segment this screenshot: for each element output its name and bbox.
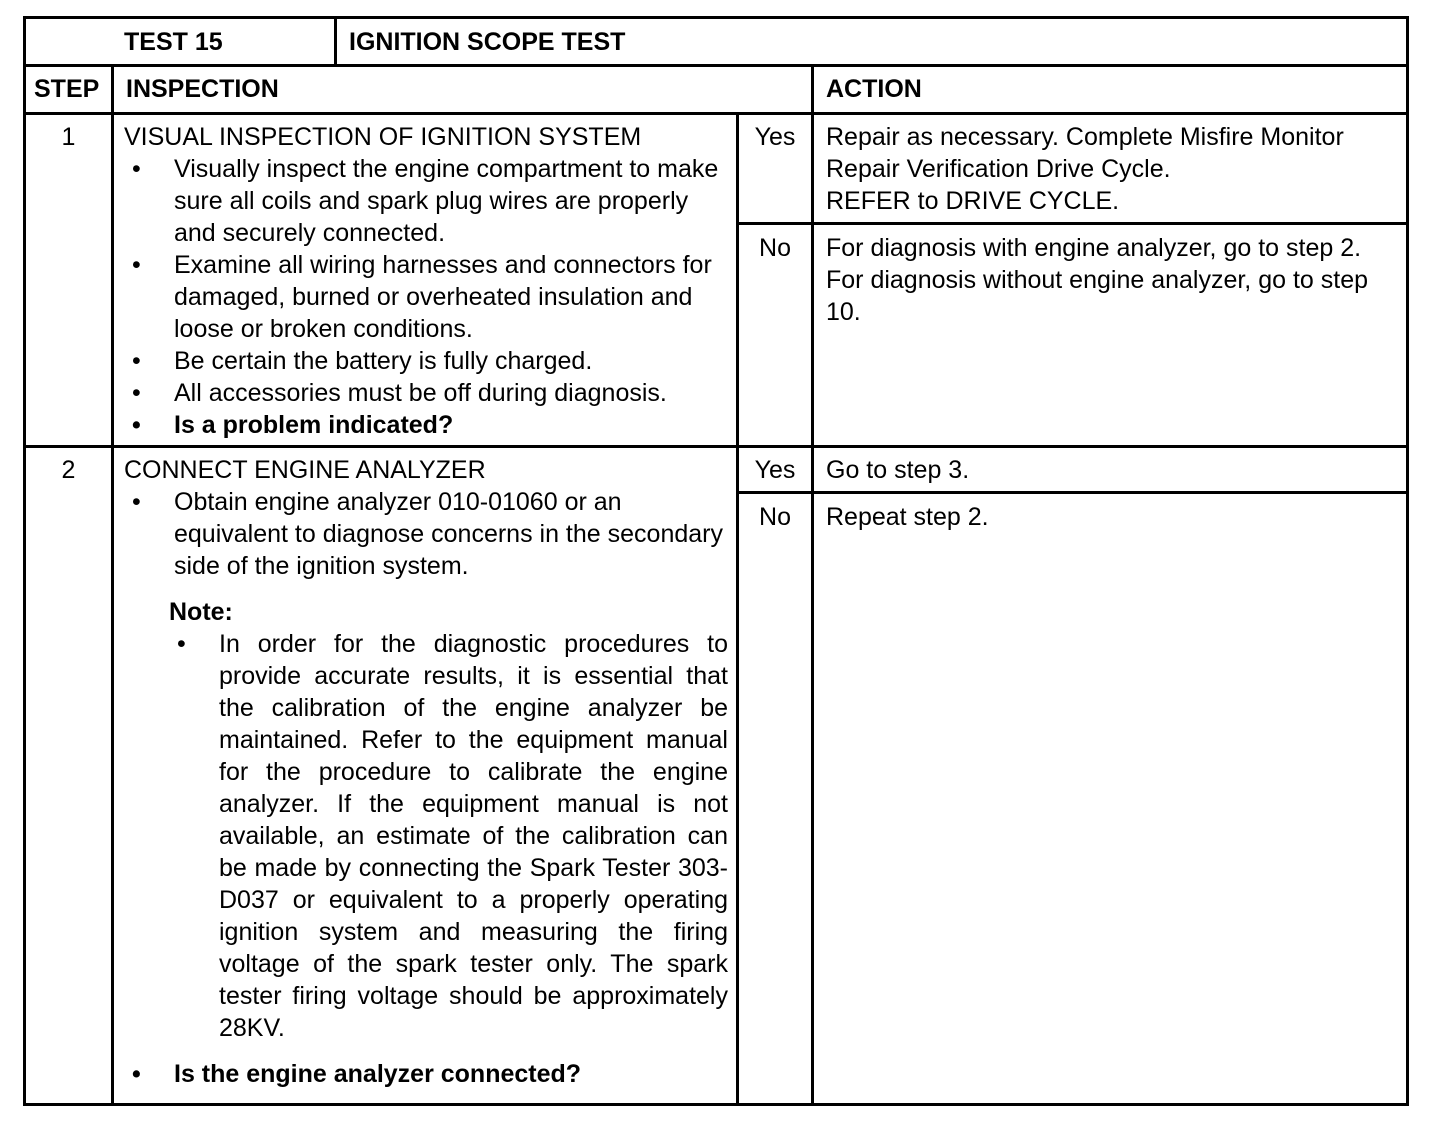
- bullet-item: • Be certain the battery is fully charged.: [124, 345, 728, 377]
- rule-between-steps: [23, 445, 1409, 448]
- action-line: Repeat step 2.: [826, 503, 989, 531]
- bullet-item: • Examine all wiring harnesses and connectors for damaged, burned or overheated insulation and loose or broken conditions.: [124, 249, 728, 345]
- action-line: REFER to DRIVE CYCLE.: [826, 187, 1120, 215]
- rule-under-columns: [23, 112, 1409, 115]
- column-header-inspection: INSPECTION: [126, 75, 279, 103]
- action-line: For diagnosis with engine analyzer, go to step 2.: [826, 234, 1362, 262]
- bullet-item: • Obtain engine analyzer 010-01060 or an equivalent to diagnose concerns in the secondary side of the ignition system.: [124, 486, 728, 582]
- no-label: No: [759, 503, 791, 531]
- bullet-item: • Visually inspect the engine compartment to make sure all coils and spark plug wires are properly and securely connected.: [124, 153, 728, 249]
- step-inspection: [124, 454, 728, 1090]
- note-text: • In order for the diagnostic procedures to provide accurate results, it is essential that the calibration of the engine analyzer be maintained. Refer to the equipment manual for the procedure to calibrate the engine analyzer. If the equipment manual is not available, an estimate of the calibration can be made by connecting the Spark Tester 303-D037 or equivalent to a properly operating ignition system and measuring the firing voltage of the spark tester only. The spark tester firing voltage should be approximately 28KV.: [169, 628, 728, 1044]
- column-header-action: ACTION: [826, 75, 922, 103]
- rule-step2-yes-no: [736, 491, 1409, 494]
- step-inspection: [124, 121, 728, 441]
- action-line: Repair as necessary. Complete Misfire Monitor: [826, 123, 1344, 151]
- test-title: IGNITION SCOPE TEST: [349, 28, 626, 56]
- yes-action: [826, 454, 1402, 486]
- step-title: CONNECT ENGINE ANALYZER: [124, 456, 486, 484]
- column-header-step: STEP: [34, 75, 100, 103]
- action-line: For diagnosis without engine analyzer, go to step 10.: [826, 266, 1369, 326]
- yes-action: [826, 121, 1402, 217]
- inspection-bullets: [124, 153, 728, 441]
- yes-label: Yes: [754, 123, 796, 151]
- bullet-item: • All accessories must be off during diagnosis.: [124, 377, 728, 409]
- question-bullet: • Is a problem indicated?: [124, 409, 728, 441]
- test-number: TEST 15: [124, 28, 223, 56]
- action-line: Repair Verification Drive Cycle.: [826, 155, 1171, 183]
- yes-label: Yes: [754, 456, 796, 484]
- rule-action-col: [811, 64, 814, 1106]
- step-number: 2: [61, 456, 76, 484]
- rule-step-col: [111, 64, 114, 1106]
- step-number: 1: [61, 123, 76, 151]
- action-line: Go to step 3.: [826, 456, 970, 484]
- no-action: [826, 501, 1402, 533]
- rule-step1-yes-no: [736, 222, 1409, 225]
- rule-title-divider: [334, 16, 337, 66]
- inspection-bullets: [124, 486, 728, 582]
- note-bullets: [124, 628, 728, 1044]
- question-bullet: • Is the engine analyzer connected?: [124, 1058, 728, 1090]
- note-label: Note:: [169, 598, 233, 626]
- question-list: [124, 1058, 728, 1090]
- no-action: [826, 232, 1386, 328]
- step-title: VISUAL INSPECTION OF IGNITION SYSTEM: [124, 123, 642, 151]
- rule-under-title: [23, 64, 1409, 67]
- no-label: No: [759, 234, 791, 262]
